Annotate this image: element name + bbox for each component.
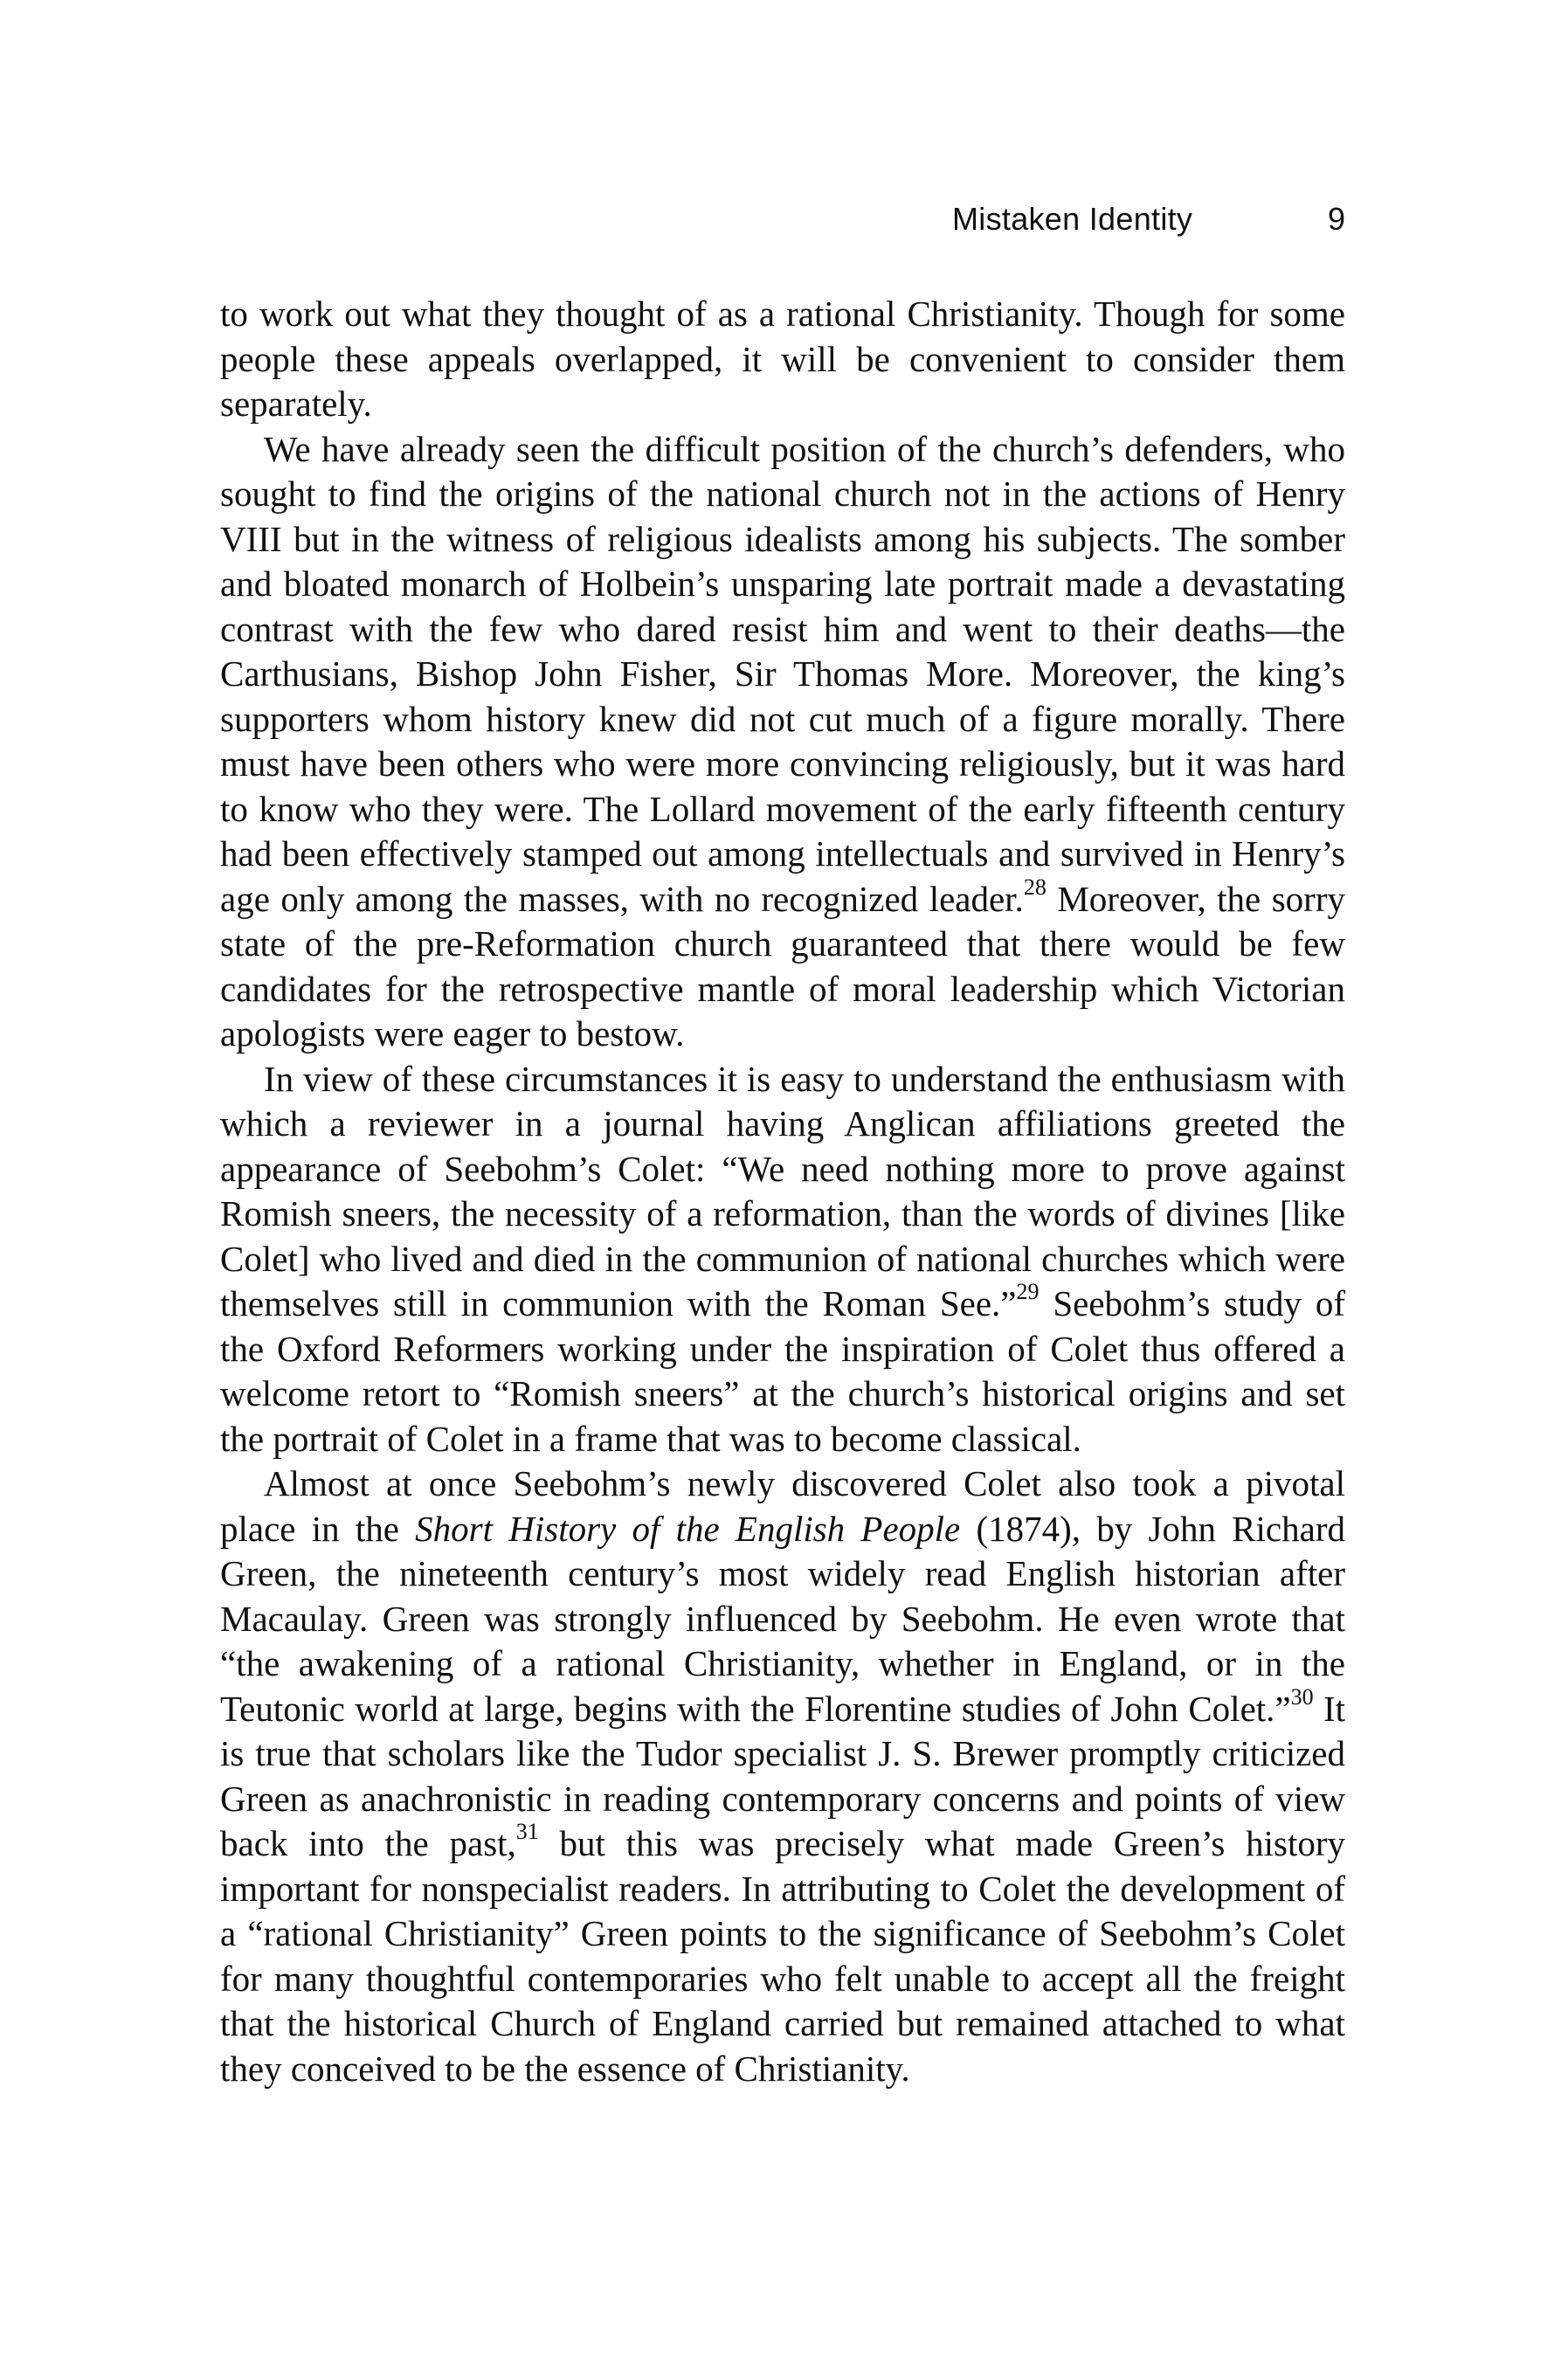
paragraph-text: We have already seen the difficult position of the church’s defenders, who sought to find the origins of the national church not in the actions of Henry VIII but in the witness of religious idealists among his subjects. The somber and bloated monarch of Holbein’s unsparing late portrait made a devastating contrast with the few who dared resist him and went to their deaths—the Carthusians, Bishop John Fisher, Sir Thomas More. Moreover, the king’s supporters whom history knew did not cut much of a figure morally. There must have been others who were more convincing religiously, but it was hard to know who they were. The Lollard movement of the early fifteenth century had been effectively stamped out among intellectuals and survived in Henry’s age only among the masses, with no recognized leader.	[220, 428, 1345, 919]
paragraph-text: to work out what they thought of as a rational Christianity. Though for some people these appeals overlapped, it will be convenient to consider them separately.	[220, 294, 1345, 424]
book-title: Short History of the English People	[415, 1508, 961, 1549]
running-head	[926, 197, 1345, 241]
paragraph-text: Almost at once Seebohm’s newly discovered Colet also took a pivotal place in the	[220, 1463, 1345, 1549]
footnote-ref-31[interactable]: 31	[515, 1819, 539, 1845]
paragraph-text: Moreover, the sorry state of the pre-Reformation church guaranteed that there would be few candidates for the retrospective mantle of moral leadership which Victorian apologists were eager to bestow.	[220, 878, 1345, 1054]
paragraph-green-history	[220, 1461, 1345, 2091]
paragraph-text: In view of these circumstances it is easy to understand the enthusiasm with which a reviewer in a journal having Anglican affiliations greeted the appearance of Seebohm’s Colet: “We need nothing more to prove against Romish sneers, the necessity of a reformation, than the words of divines [like Colet] who lived and died in the communion of national churches which were themselves still in communion with the Roman See.”	[220, 1058, 1345, 1323]
paragraph-text: but this was precisely what made Green’s history important for nonspecialist readers. In attributing to Colet the development of a “rational Christianity” Green points to the significance of Seebohm’s Colet for many thoughtful contemporaries who felt unable to accept all the freight that the historical Church of England carried but remained attached to what they conceived to be the essence of Christianity.	[220, 1823, 1345, 2089]
running-head-title: Mistaken Identity	[952, 201, 1193, 237]
paragraph-text: It is true that scholars like the Tudor specialist J. S. Brewer promptly criticized Green as anachronistic in reading contemporary concerns and points of view back into the past,	[220, 1688, 1346, 1863]
footnote-ref-29[interactable]: 29	[1016, 1279, 1040, 1305]
footnote-ref-28[interactable]: 28	[1023, 874, 1046, 900]
footnote-ref-30[interactable]: 30	[1290, 1683, 1314, 1710]
page-number: 9	[1327, 201, 1345, 237]
paragraph-church-defenders	[220, 427, 1345, 1057]
paragraph-continuation	[220, 292, 1345, 427]
body-text	[220, 292, 1345, 2091]
paragraph-text: (1874), by John Richard Green, the nineteenth century’s most widely read English historian after Macaulay. Green was strongly influenced by Seebohm. He even wrote that “the awakening of a rational Christianity, whether in England, or in the Teutonic world at large, begins with the Florentine studies of John Colet.”	[220, 1508, 1345, 1729]
paragraph-text: Seebohm’s study of the Oxford Reformers working under the inspiration of Colet thus offered a welcome retort to “Romish sneers” at the church’s historical origins and set the portrait of Colet in a frame that was to become classical.	[220, 1283, 1345, 1459]
paragraph-reviewer	[220, 1057, 1345, 1462]
